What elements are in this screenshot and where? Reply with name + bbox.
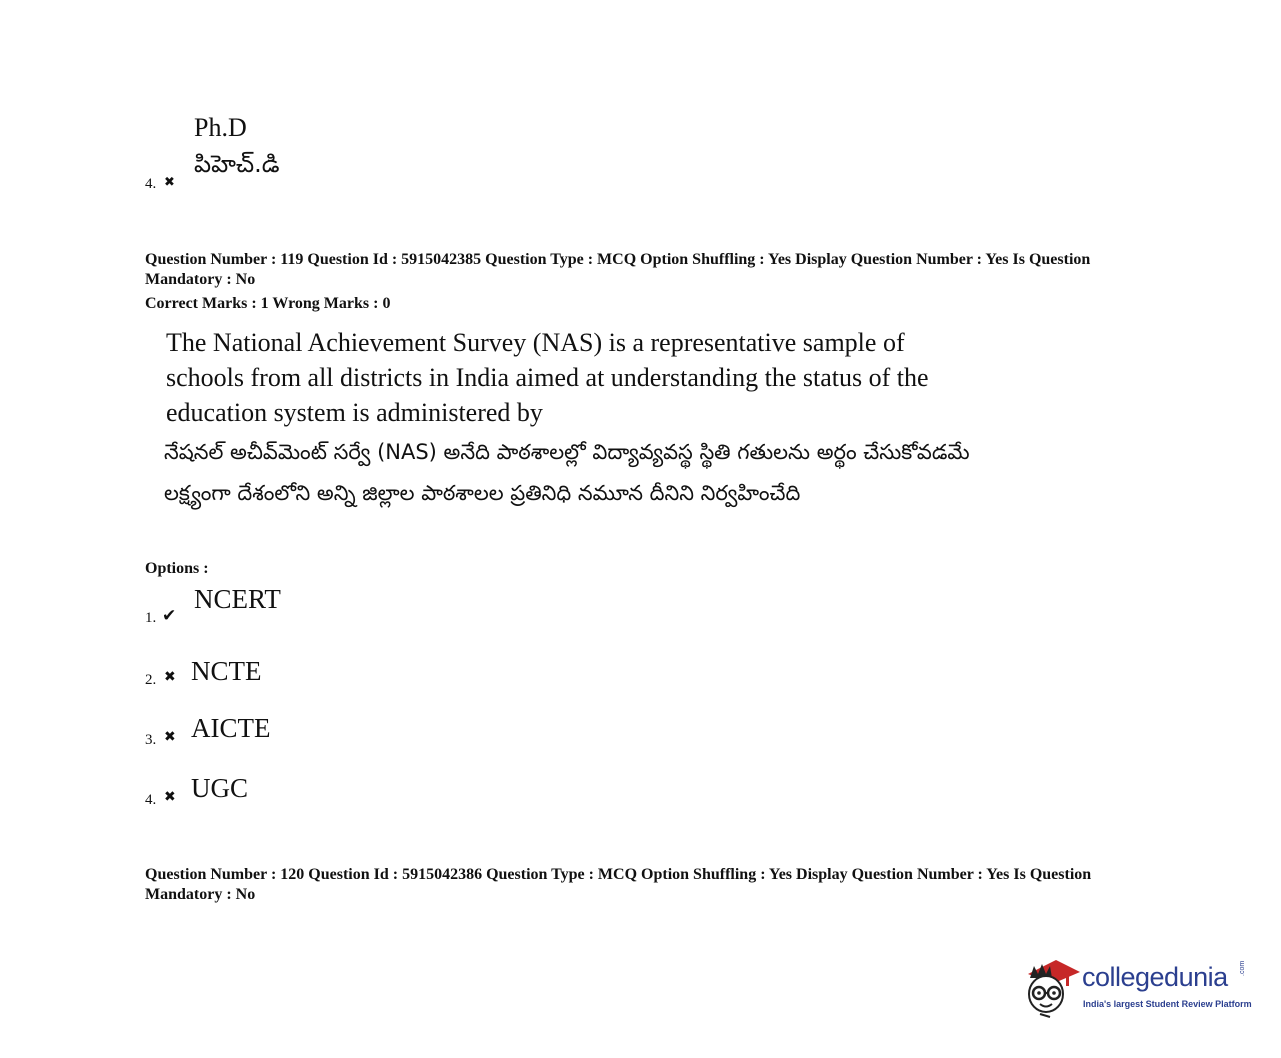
option-3-number: 3.: [145, 732, 157, 748]
option-1-number: 1.: [145, 610, 157, 626]
collegedunia-logo[interactable]: [1020, 948, 1260, 1028]
prev-option-number: 4.: [145, 176, 157, 192]
option-4-text: UGC: [191, 773, 249, 803]
correct-mark-icon: ✔: [162, 606, 177, 625]
question-119-text-te: నేషనల్ అచీవ్‌మెంట్ సర్వే (NAS) అనేది పాఠశాలల్లో విద్యావ్యవస్థ స్థితి గతులను అర్థం చేసుకోవడమే లక్ష్యంగా దేశంలోని అన్ని జిల్లాల పాఠశాలల ప్రతినిధి నమూన దీనిని నిర్వహించేది: [164, 440, 970, 505]
options-label: Options :: [145, 560, 209, 577]
logo-dotcom: .com: [1239, 960, 1246, 976]
question-119-marks: Correct Marks : 1 Wrong Marks : 0: [145, 295, 391, 312]
option-4-number: 4.: [145, 792, 157, 808]
wrong-mark-icon: ✖: [164, 790, 176, 805]
option-2-text: NCTE: [191, 656, 262, 686]
option-2-number: 2.: [145, 672, 157, 688]
wrong-mark-icon: ✖: [164, 730, 176, 745]
question-120-meta: Question Number : 120 Question Id : 5915042386 Question Type : MCQ Option Shuffling : Yes Display Question Number : Yes Is Question Mandatory : No: [145, 866, 1092, 903]
option-3-text: AICTE: [191, 713, 271, 743]
logo-name: collegedunia: [1082, 962, 1228, 992]
question-119-meta: Question Number : 119 Question Id : 5915042385 Question Type : MCQ Option Shuffling : Yes Display Question Number : Yes Is Question Mandatory : No: [145, 251, 1091, 288]
prev-option-text-en: Ph.D: [194, 113, 247, 142]
wrong-mark-icon: ✖: [164, 174, 175, 189]
option-1-text: NCERT: [194, 584, 281, 614]
question-119-text-en: The National Achievement Survey (NAS) is a representative sample of schools from all districts in India aimed at understanding the status of the education system is administered by: [166, 328, 929, 427]
wrong-mark-icon: ✖: [164, 670, 176, 685]
student-mascot-icon: [1022, 952, 1080, 1018]
logo-tagline: India's largest Student Review Platform: [1083, 999, 1252, 1009]
prev-option-text-te: పిహెచ్.డి: [194, 150, 280, 178]
